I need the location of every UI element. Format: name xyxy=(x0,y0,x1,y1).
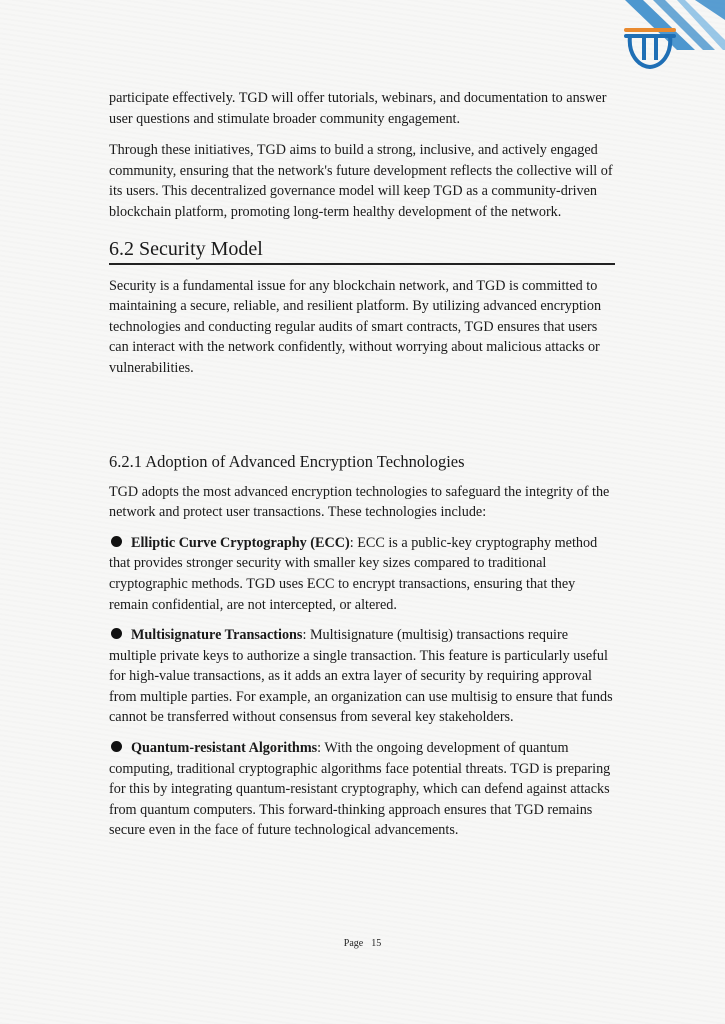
page-label: Page xyxy=(343,938,364,949)
paragraph-encryption-intro: TGD adopts the most advanced encryption technologies to safeguard the integrity of the network and protect user transactions. These technologies include: xyxy=(109,483,610,521)
page-footer xyxy=(0,938,725,949)
bullet-term: Quantum-resistant Algorithms xyxy=(131,740,318,757)
bullet-dot-icon xyxy=(111,741,122,752)
bullet-text: : ECC is a public-key cryptography method that provides stronger security with smaller key sizes compared to traditional cryptographic methods. TGD uses ECC to encrypt transactions, ensuring that they remain confidential, are not intercepted, or altered. xyxy=(109,534,598,613)
bullet-text: : With the ongoing development of quantum computing, traditional cryptographic algorithms face potential threats. TGD is preparing for this by integrating quantum-resistant cryptography, which can defend against attacks from quantum computers. This forward-thinking approach ensures that TGD remains secure even in the face of future technological advancements. xyxy=(109,740,611,839)
paragraph-security-intro: Security is a fundamental issue for any blockchain network, and TGD is committed to maintaining a secure, reliable, and resilient platform. By utilizing advanced encryption technologies and conducting regular audits of smart contracts, TGD ensures that users can interact with the network confidently, without worrying about malicious attacks or vulnerabilities. xyxy=(109,277,602,376)
bullet-dot-icon xyxy=(111,536,122,547)
section-heading-security-model: 6.2 Security Model xyxy=(109,237,615,265)
bullet-term: Elliptic Curve Cryptography (ECC) xyxy=(131,534,350,551)
page-number: 15 xyxy=(371,938,382,949)
bullet-text: : Multisignature (multisig) transactions require multiple private keys to authorize a single transaction. This feature is particularly useful for high-value transactions, as it adds an extra layer of security by requiring approval from multiple parties. For example, an organization can use multisig to ensure that funds cannot be transferred without consensus from several key stakeholders. xyxy=(109,627,613,726)
paragraph-initiatives: Through these initiatives, TGD aims to build a strong, inclusive, and actively engaged community, ensuring that the network's future development reflects the collective will of its users. This decentralized governance model will keep TGD as a community-driven blockchain platform, promoting long-term healthy development of the network. xyxy=(109,142,613,220)
subsection-heading-encryption: 6.2.1 Adoption of Advanced Encryption Technologies xyxy=(109,451,465,471)
bullet-dot-icon xyxy=(111,628,122,639)
bullet-term: Multisignature Transactions xyxy=(131,627,303,644)
bullet-item-multisig xyxy=(109,625,615,728)
bullet-item-ecc xyxy=(109,533,615,615)
paragraph-intro-continued: participate effectively. TGD will offer tutorials, webinars, and documentation to answer user questions and stimulate broader community engagement. xyxy=(109,90,607,127)
document-body xyxy=(109,88,615,841)
bullet-item-quantum xyxy=(109,738,615,841)
tgd-logo-icon xyxy=(620,24,680,70)
